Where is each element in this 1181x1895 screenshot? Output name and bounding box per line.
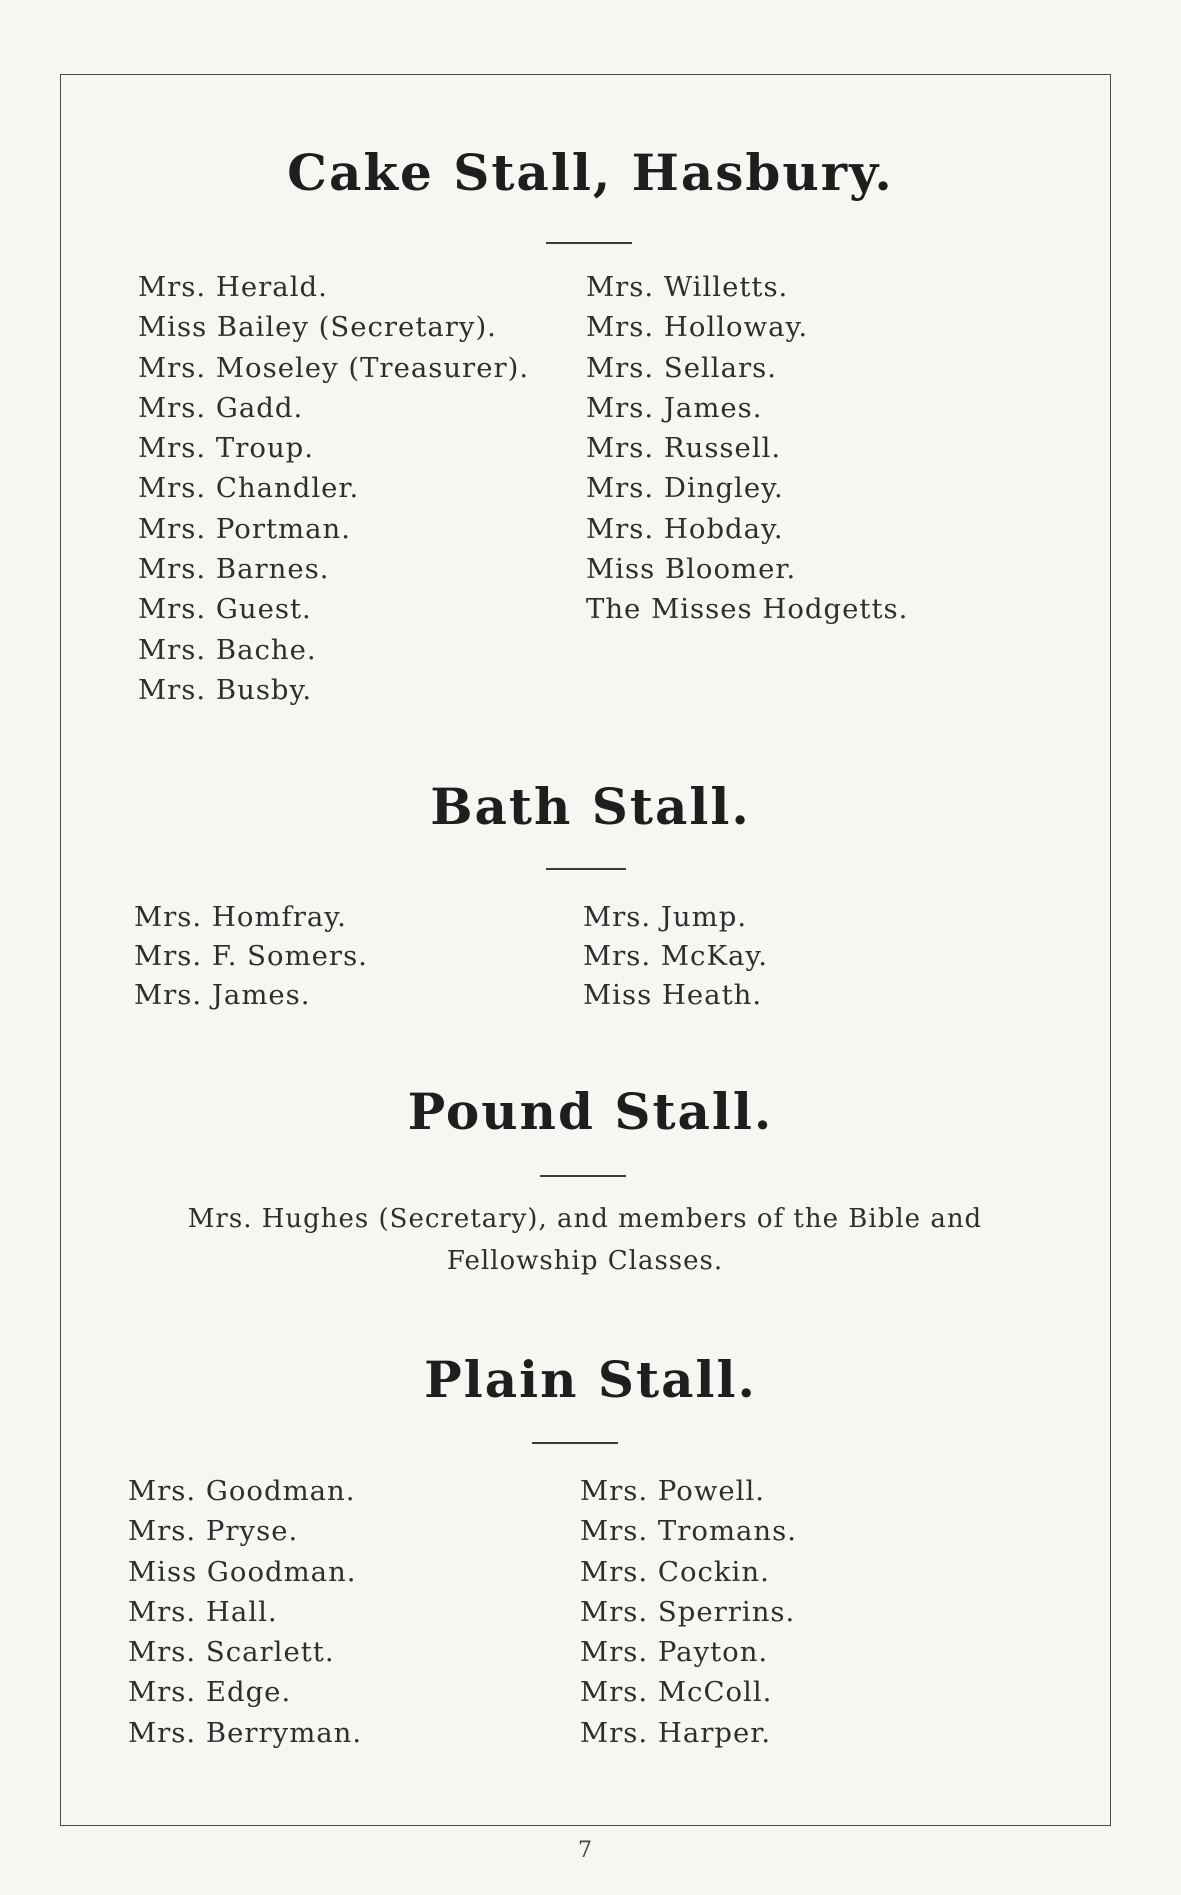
list-item: Mrs. Jump. (583, 901, 748, 933)
list-item: Mrs. James. (134, 979, 311, 1011)
list-item: Mrs. Harper. (580, 1716, 772, 1749)
bath-stall-right-list (583, 898, 768, 1015)
bath-stall-rule (546, 868, 626, 870)
list-item: Mrs. Hobday. (586, 512, 784, 545)
pound-stall-heading: Pound Stall. (407, 1082, 774, 1141)
list-item: Mrs. Edge. (128, 1676, 292, 1709)
list-item: Mrs. Holloway. (586, 311, 809, 344)
list-item: Miss Bloomer. (586, 553, 797, 586)
list-item: Mrs. Barnes. (138, 553, 330, 586)
list-item: Mrs. Powell. (580, 1475, 765, 1507)
list-item: Mrs. Dingley. (586, 472, 784, 505)
list-item: Mrs. Sperrins. (580, 1595, 796, 1628)
plain-stall-left-list (128, 1471, 362, 1753)
list-item: Mrs. Troup. (138, 432, 314, 465)
list-item: Mrs. Homfray. (134, 901, 347, 933)
cake-stall-right-list (586, 267, 908, 630)
plain-stall-right-list (580, 1471, 797, 1753)
list-item: Mrs. Gadd. (138, 391, 304, 424)
list-item: Miss Bailey (Secretary). (138, 311, 497, 344)
list-item: Mrs. Pryse. (128, 1515, 299, 1548)
list-item: Mrs. Russell. (586, 432, 782, 465)
page-number: 7 (578, 1838, 592, 1863)
cake-stall-left-list (138, 267, 529, 710)
cake-stall-heading: Cake Stall, Hasbury. (287, 143, 894, 202)
list-item: Mrs. James. (586, 391, 763, 424)
list-item: The Misses Hodgetts. (586, 593, 909, 626)
list-item: Mrs. Berryman. (128, 1716, 363, 1749)
bath-stall-left-list (134, 898, 368, 1015)
list-item: Mrs. Portman. (138, 512, 351, 545)
list-item: Mrs. Herald. (138, 271, 328, 303)
pound-stall-text: Mrs. Hughes (Secretary), and members of the Bible and Fellowship Classes. (187, 1204, 983, 1276)
list-item: Mrs. McKay. (583, 940, 769, 972)
list-item: Mrs. Tromans. (580, 1515, 797, 1548)
list-item: Mrs. Cockin. (580, 1555, 770, 1588)
list-item: Mrs. Hall. (128, 1595, 278, 1628)
list-item: Mrs. Moseley (Treasurer). (138, 351, 530, 384)
list-item: Miss Goodman. (128, 1555, 357, 1588)
list-item: Mrs. Willetts. (586, 271, 789, 303)
list-item: Mrs. F. Somers. (134, 940, 368, 972)
bath-stall-heading: Bath Stall. (430, 777, 751, 836)
list-item: Mrs. Sellars. (586, 351, 777, 384)
list-item: Mrs. Payton. (580, 1636, 769, 1669)
list-item: Mrs. McColl. (580, 1676, 773, 1709)
list-item: Mrs. Goodman. (128, 1475, 356, 1507)
list-item: Mrs. Busby. (138, 673, 313, 706)
pound-stall-rule (540, 1175, 626, 1177)
plain-stall-rule (532, 1442, 618, 1444)
list-item: Miss Heath. (583, 979, 763, 1011)
list-item: Mrs. Chandler. (138, 472, 360, 505)
cake-stall-rule (546, 242, 632, 244)
list-item: Mrs. Bache. (138, 633, 317, 666)
plain-stall-heading: Plain Stall. (424, 1350, 757, 1409)
list-item: Mrs. Scarlett. (128, 1636, 335, 1669)
list-item: Mrs. Guest. (138, 593, 312, 626)
